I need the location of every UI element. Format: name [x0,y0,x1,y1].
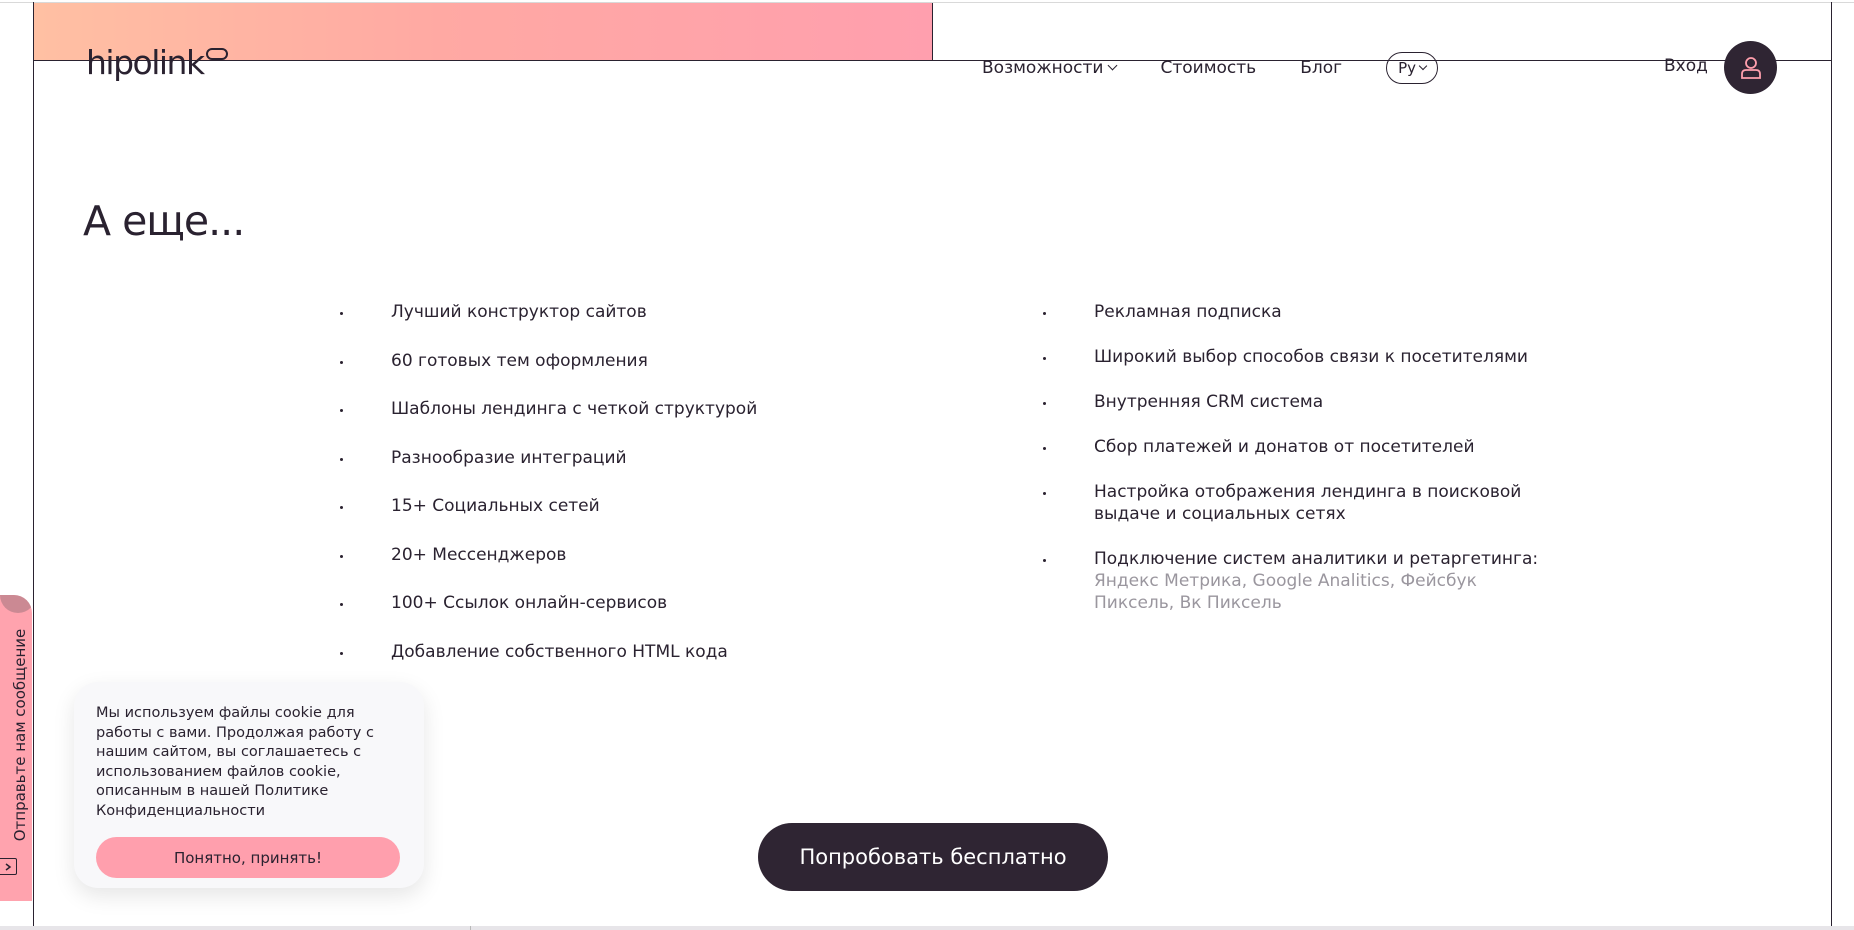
list-item: Рекламная подписка [1042,301,1562,323]
nav-blog[interactable] [1300,58,1342,78]
list-item: Настройка отображения лендинга в поисковой выдаче и социальных сетях [1042,481,1562,525]
list-item-analytics [1042,548,1562,614]
section-heading: А еще... [83,197,245,245]
list-item: Шаблоны лендинга с четкой структурой [339,398,859,420]
nav-blog-label: Блог [1300,58,1343,78]
side-tab-cap [0,595,32,613]
list-item: Разнообразие интеграций [339,447,859,469]
chevron-down-icon [1419,62,1427,70]
frame-left-line [33,2,34,930]
cookie-text: Мы используем файлы cookie для работы с вами. Продолжая работу с нашим сайтом, вы соглашаетесь с использованием файлов cookie, описанным в нашей Политике Конфиденциальности [96,705,374,819]
chevron-down-icon [1108,61,1118,71]
analytics-subtitle: Яндекс Метрика, Google Analitics, Фейсбук Пиксель, Вк Пиксель [1094,571,1477,613]
main-nav [982,51,1438,85]
cookie-accept-button[interactable]: Понятно, принять! [96,837,400,878]
features-list-right [1042,301,1562,637]
send-message-tab[interactable] [0,595,32,901]
user-icon [1740,56,1762,80]
language-select[interactable] [1386,52,1438,84]
list-item: 15+ Социальных сетей [339,495,859,517]
send-message-label: Отправьте нам сообщение [11,628,29,842]
nav-features-label: Возможности [982,58,1104,78]
list-item: Широкий выбор способов связи к посетителями [1042,346,1562,368]
nav-features[interactable] [982,58,1116,78]
list-item: 100+ Ссылок онлайн-сервисов [339,592,859,614]
list-item: Лучший конструктор сайтов [339,301,859,323]
logo-text: hipolink [86,43,204,82]
logo-mark-icon [206,48,228,60]
logo[interactable] [86,38,228,82]
header-gradient-divider [932,3,933,60]
nav-pricing[interactable] [1160,58,1256,78]
message-icon [0,858,17,875]
nav-pricing-label: Стоимость [1160,58,1257,78]
features-list-left [339,301,859,689]
cookie-banner [74,682,424,888]
list-item: Сбор платежей и донатов от посетителей [1042,436,1562,458]
list-item: Внутренняя CRM система [1042,391,1562,413]
analytics-title: Подключение систем аналитики и ретаргетинга: [1094,549,1539,569]
list-item: 60 готовых тем оформления [339,350,859,372]
frame-right-line [1831,2,1832,930]
language-label: Ру [1398,59,1416,77]
login-link[interactable]: Вход [1664,56,1708,76]
list-item: 20+ Мессенджеров [339,544,859,566]
list-item: Добавление собственного HTML кода [339,641,859,663]
header-bottom-line [33,60,1831,61]
bottom-scrollbar-track [0,926,1854,930]
try-free-button[interactable]: Попробовать бесплатно [758,823,1108,891]
account-button[interactable] [1724,41,1777,94]
